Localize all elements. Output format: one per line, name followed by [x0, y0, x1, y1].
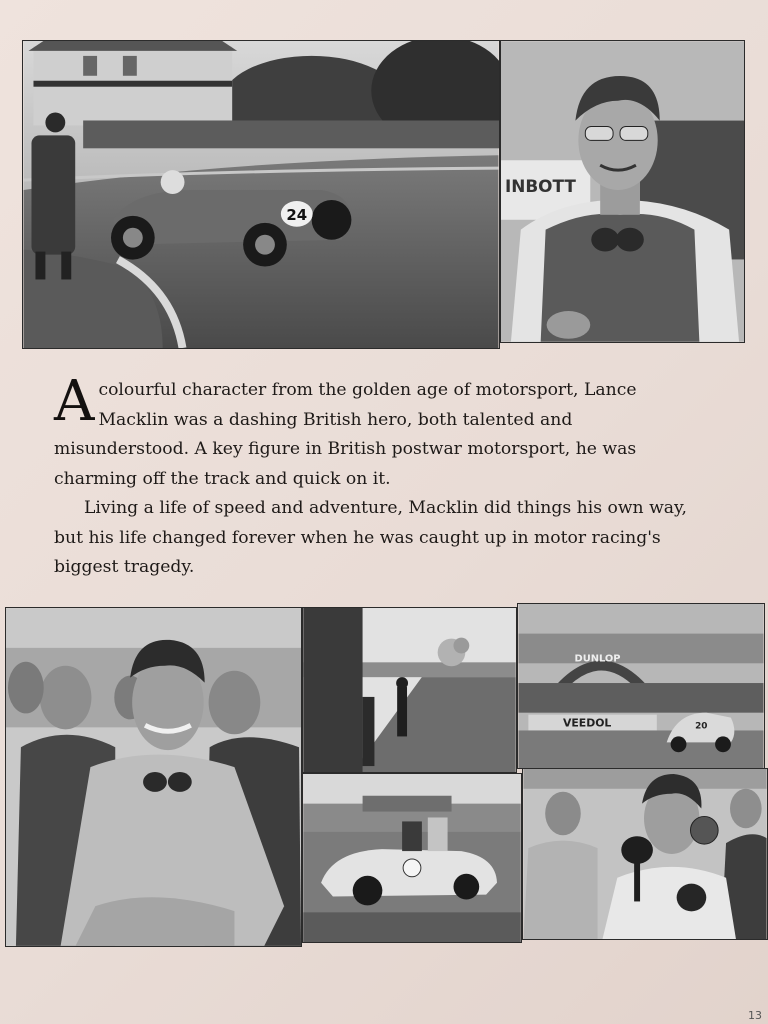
roadster-image — [303, 774, 521, 942]
intro-text-block — [54, 369, 694, 583]
press-interview-image — [523, 769, 767, 939]
photo-race-car-at-circuit — [22, 40, 500, 349]
crash-scene-image — [303, 608, 516, 772]
photo-press-interview — [522, 768, 768, 940]
hoarding-text: VEEDOL — [562, 716, 612, 730]
page-number: 13 — [748, 1009, 762, 1022]
photo-dunlop-bridge — [517, 603, 765, 769]
driver-crowd-image — [6, 608, 301, 946]
photo-portrait-with-goggles — [500, 40, 745, 343]
drop-cap-letter: A — [54, 369, 95, 434]
car-number-20: 20 — [695, 721, 708, 732]
banner-text: INBOTT — [504, 175, 576, 196]
photo-driver-with-crowd — [5, 607, 302, 947]
portrait-image — [501, 41, 744, 342]
dunlop-bridge-image — [518, 604, 764, 768]
car-number-24: 24 — [286, 205, 308, 224]
intro-paragraph-2: Living a life of speed and adventure, Macklin did things his own way, but his life changed forever when he was caught up in motor racing's biggest tragedy. — [54, 498, 687, 577]
intro-paragraph-1-text: colourful character from the golden age of motorsport, Lance Macklin was a dashing British hero, both talented and misunderstood. A key figure in British postwar motorsport, he was charming off the track and quick on it. — [54, 380, 637, 489]
intro-paragraph-1 — [54, 369, 694, 494]
photo-crash-scene — [302, 607, 517, 773]
photo-roadster-on-track — [302, 773, 522, 943]
race-car-image — [23, 41, 499, 348]
arch-text: DUNLOP — [574, 653, 621, 665]
